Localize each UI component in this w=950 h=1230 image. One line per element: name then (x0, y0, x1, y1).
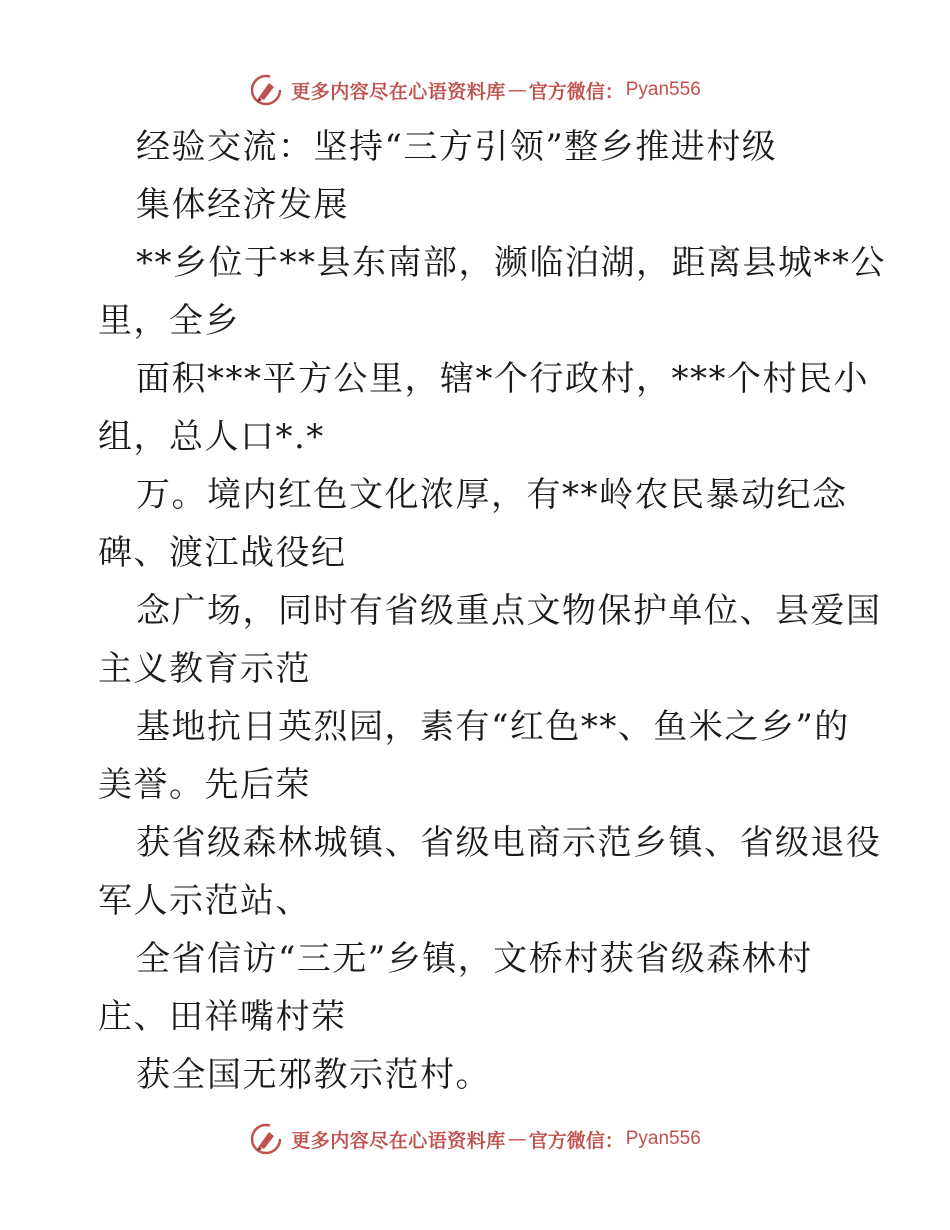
text-line: 获全国无邪教示范村。 (136, 1055, 491, 1095)
watermark-wechat-label: 官方微信： (528, 1129, 624, 1152)
text-line: 碑、渡江战役纪 (98, 533, 347, 573)
watermark-wechat-label: 官方微信： (528, 80, 624, 103)
text-line: 主义教育示范 (98, 649, 311, 689)
text-line: **乡位于**县东南部，濒临泊湖，距离县城**公 (136, 243, 886, 283)
header-watermark (0, 70, 950, 110)
text-line: 经验交流：坚持“三方引领”整乡推进村级 (136, 127, 778, 167)
pen-logo-icon (249, 1122, 283, 1156)
text-line: 获省级森林城镇、省级电商示范乡镇、省级退役 (136, 823, 882, 863)
footer-watermark (0, 1119, 950, 1159)
watermark-separator: — (507, 1128, 527, 1150)
text-line: 万。境内红色文化浓厚，有**岭农民暴动纪念 (136, 475, 848, 515)
watermark-site-text: 更多内容尽在心语资料库 (291, 1129, 506, 1152)
text-line: 面积***平方公里，辖*个行政村，***个村民小 (136, 359, 869, 399)
watermark-site-text: 更多内容尽在心语资料库 (291, 80, 506, 103)
document-body (98, 118, 886, 1104)
text-line: 全省信访“三无”乡镇，文桥村获省级森林村 (136, 939, 813, 979)
text-line: 庄、田祥嘴村荣 (98, 997, 347, 1037)
text-line: 基地抗日英烈园，素有“红色**、鱼米之乡”的 (136, 707, 850, 747)
text-line: 军人示范站、 (98, 881, 311, 921)
text-line: 里，全乡 (98, 301, 240, 341)
pen-logo-icon (249, 73, 283, 107)
watermark-wechat-id: Pyan556 (625, 79, 701, 100)
text-line: 美誉。先后荣 (98, 765, 311, 805)
text-line: 组，总人口*.* (98, 417, 325, 457)
watermark-wechat-id: Pyan556 (625, 1128, 701, 1149)
text-line: 集体经济发展 (136, 185, 349, 225)
watermark-separator: — (507, 79, 527, 101)
text-line: 念广场，同时有省级重点文物保护单位、县爱国 (136, 591, 882, 631)
